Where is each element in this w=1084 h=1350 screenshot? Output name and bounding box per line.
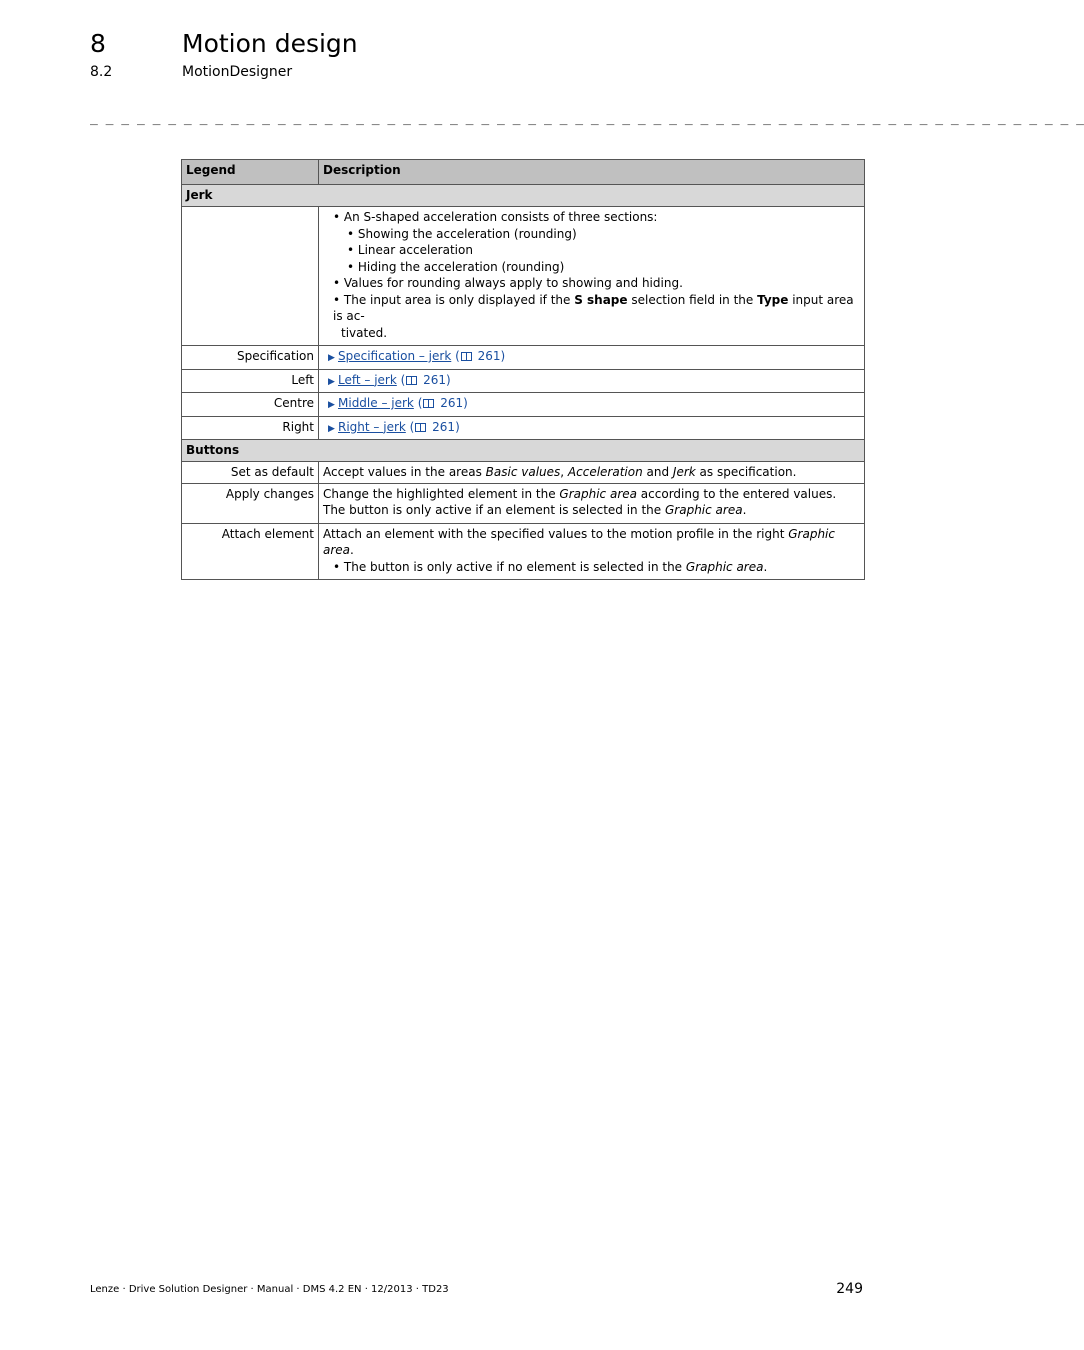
legend-cell <box>182 207 319 346</box>
table-row <box>182 462 865 484</box>
legend-cell: Centre <box>182 393 319 417</box>
description-cell: ▶ Middle – jerk ( 261) <box>319 393 865 417</box>
table-row <box>182 207 865 346</box>
legend-cell: Apply changes <box>182 483 319 523</box>
page-number: 249 <box>836 1281 863 1297</box>
list-item: • Showing the acceleration (rounding) <box>347 226 577 241</box>
list-item: • An S-shaped acceleration consists of three sections: <box>333 210 658 224</box>
chapter-number: 8 <box>90 29 106 58</box>
link-arrow-icon: ▶ <box>328 376 335 387</box>
description-cell <box>319 483 865 523</box>
table-row <box>182 393 865 417</box>
link-specification-jerk[interactable]: Specification – jerk <box>338 349 452 363</box>
legend-cell: Attach element <box>182 523 319 580</box>
link-arrow-icon: ▶ <box>328 353 335 363</box>
link-arrow-icon: ▶ <box>328 423 335 434</box>
list-item: • The button is only active if no element is selected in the Graphic area. <box>333 559 768 574</box>
description-cell: Accept values in the areas Basic values, Acceleration and Jerk as specification. <box>319 462 865 484</box>
link-arrow-icon: ▶ <box>328 400 335 410</box>
description-cell: ▶ Left – jerk ( 261) <box>319 369 865 393</box>
bullet-list <box>323 559 860 576</box>
list-item: • Linear acceleration <box>347 243 473 257</box>
column-header-description: Description <box>319 160 865 185</box>
description-line: Change the highlighted element in the Graphic area according to the entered values. <box>323 486 837 501</box>
group-label-jerk: Jerk <box>182 185 865 207</box>
column-header-legend: Legend <box>182 160 319 185</box>
footer-document-info: Lenze · Drive Solution Designer · Manual · DMS 4.2 EN · 12/2013 · TD23 <box>90 1284 449 1295</box>
table-header-row <box>182 160 865 185</box>
description-cell: ▶ Specification – jerk ( 261) <box>319 346 865 370</box>
page-reference[interactable]: 261 <box>432 419 456 434</box>
legend-cell: Right <box>182 416 319 440</box>
group-row-buttons <box>182 440 865 462</box>
list-item: • The input area is only displayed if the S shape selection field in the Type input area is ac- <box>333 292 854 323</box>
bullet-list <box>323 209 860 226</box>
legend-cell: Specification <box>182 346 319 370</box>
book-icon <box>423 399 434 408</box>
table-row <box>182 416 865 440</box>
description-line: Attach an element with the specified values to the motion profile in the right Graphic area. <box>323 526 835 557</box>
list-item-continuation: tivated. <box>341 325 388 340</box>
legend-cell: Set as default <box>182 462 319 484</box>
description-line: The button is only active if an element is selected in the Graphic area. <box>323 503 747 517</box>
list-item: • Values for rounding always apply to showing and hiding. <box>333 276 683 290</box>
book-icon <box>461 352 472 361</box>
header-divider: _ _ _ _ _ _ _ _ _ _ _ _ _ _ _ _ _ _ _ _ _ _ _ _ _ _ _ _ _ _ _ _ _ _ _ _ _ _ _ _ _ _ _ _ _ _ _ _ _ _ _ _ _ _ _ _ _ _ _ _ _ _ _ _ <box>90 111 1084 126</box>
chapter-title: Motion design <box>182 29 358 58</box>
book-icon <box>415 423 426 432</box>
group-label-buttons: Buttons <box>182 440 865 462</box>
legend-cell: Left <box>182 369 319 393</box>
table-row <box>182 369 865 393</box>
page-reference[interactable]: 261 <box>423 372 447 387</box>
page-reference[interactable]: 261 <box>440 396 464 410</box>
sub-bullet-list <box>323 226 860 276</box>
description-cell <box>319 207 865 346</box>
description-cell <box>319 523 865 580</box>
section-number: 8.2 <box>90 64 113 80</box>
link-left-jerk[interactable]: Left – jerk <box>338 372 397 387</box>
link-right-jerk[interactable]: Right – jerk <box>338 419 406 434</box>
legend-table <box>181 159 865 580</box>
page-reference[interactable]: 261 <box>477 349 501 363</box>
table-row <box>182 483 865 523</box>
group-row-jerk <box>182 185 865 207</box>
table-row <box>182 523 865 580</box>
bullet-list <box>323 275 860 341</box>
table-row <box>182 346 865 370</box>
section-title: MotionDesigner <box>182 64 293 80</box>
link-middle-jerk[interactable]: Middle – jerk <box>338 396 414 410</box>
book-icon <box>406 376 417 385</box>
description-cell: ▶ Right – jerk ( 261) <box>319 416 865 440</box>
list-item: • Hiding the acceleration (rounding) <box>347 259 565 274</box>
